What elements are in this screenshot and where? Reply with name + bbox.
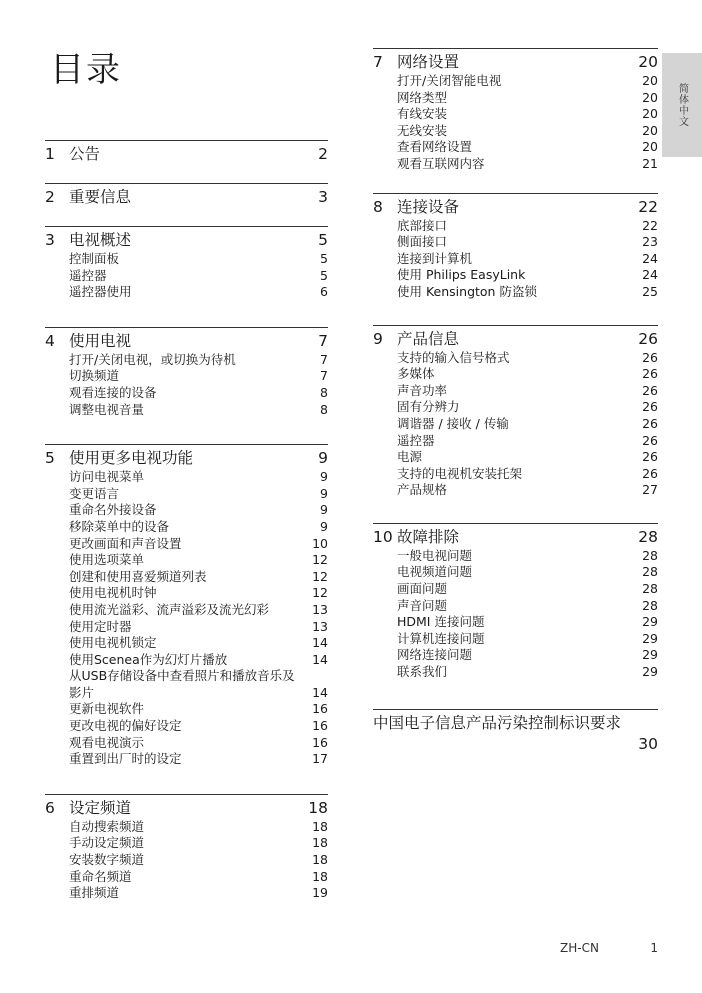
toc-entry-page: 20 (642, 122, 658, 138)
toc-section-heading[interactable] (45, 331, 328, 352)
toc-section (45, 444, 328, 768)
toc-entry[interactable] (373, 366, 658, 383)
toc-entry-label: 连接到计算机 (397, 250, 473, 266)
toc-entry-page: 19 (312, 885, 328, 901)
toc-entry-label: 创建和使用喜爱频道列表 (69, 568, 207, 584)
toc-entry[interactable] (373, 399, 658, 416)
toc-entry-label: 网络连接问题 (397, 647, 473, 663)
toc-entry-label: 调整电视音量 (69, 401, 145, 417)
toc-entry-page: 28 (642, 597, 658, 613)
toc-entry[interactable] (373, 581, 658, 598)
toc-entry-page: 12 (312, 568, 328, 584)
toc-entry[interactable] (45, 469, 328, 486)
toc-entry[interactable] (373, 106, 658, 123)
toc-entry[interactable] (373, 156, 658, 173)
toc-entry[interactable] (45, 819, 328, 836)
toc-entry[interactable] (45, 701, 328, 718)
toc-section-title: 使用电视 (69, 331, 132, 350)
toc-entry[interactable] (373, 564, 658, 581)
toc-section-page: 9 (318, 449, 328, 468)
toc-section (45, 226, 328, 301)
toc-section-heading[interactable] (45, 187, 328, 208)
toc-entry-page: 16 (312, 734, 328, 750)
toc-section-title: 使用更多电视功能 (69, 449, 194, 468)
toc-entry-page: 9 (320, 469, 328, 485)
toc-entry-page: 24 (642, 267, 658, 283)
toc-entry-label: 固有分辨力 (397, 399, 460, 415)
toc-entry-label: 控制面板 (69, 251, 120, 266)
toc-entry-label: 观看互联网内容 (397, 155, 485, 171)
toc-entry[interactable] (373, 664, 658, 681)
toc-entry-page: 18 (312, 852, 328, 868)
toc-entry[interactable] (373, 631, 658, 648)
toc-section-page: 3 (318, 188, 328, 206)
toc-section (45, 327, 328, 418)
toc-section-number: 8 (373, 197, 383, 216)
toc-entry-label: 重命名频道 (69, 868, 132, 884)
toc-entry-page: 28 (642, 564, 658, 580)
toc-section-title: 产品信息 (397, 329, 460, 348)
toc-notice-page: 30 (638, 734, 658, 753)
toc-entry[interactable] (373, 139, 658, 156)
toc-entry-label: 遥控器 (397, 432, 435, 448)
toc-section-title: 连接设备 (397, 197, 460, 216)
toc-entry-label: 声音问题 (397, 597, 448, 613)
toc-entry-page: 20 (642, 139, 658, 155)
toc-entry-page: 9 (320, 518, 328, 534)
toc-entry-page: 14 (312, 684, 328, 700)
toc-entry-label: 查看网络设置 (397, 139, 473, 155)
toc-entry[interactable] (45, 735, 328, 752)
toc-entry[interactable] (373, 383, 658, 400)
toc-section-heading[interactable] (373, 52, 658, 73)
toc-entry-label: 手动设定频道 (69, 835, 145, 851)
toc-entry-page: 20 (642, 106, 658, 122)
toc-entry[interactable] (373, 416, 658, 433)
toc-entry-page: 17 (312, 751, 328, 767)
toc-entry-label: 更改电视的偏好设定 (69, 718, 182, 734)
toc-notice-title: 中国电子信息产品污染控制标识要求 (373, 713, 622, 732)
toc-entry-page: 26 (642, 366, 658, 382)
footer-page-number: 1 (650, 941, 658, 955)
toc-section-number: 10 (373, 527, 393, 546)
toc-entry-label: 使用 Philips EasyLink (397, 267, 526, 283)
toc-notice-section[interactable] (373, 709, 658, 755)
toc-entry-label: 自动搜索频道 (69, 818, 145, 834)
toc-entry-label: 联系我们 (397, 664, 448, 680)
toc-entry-page: 18 (312, 868, 328, 884)
toc-entry-page: 26 (642, 349, 658, 365)
toc-entry-page: 29 (642, 664, 658, 680)
toc-entry-page: 7 (320, 368, 328, 384)
toc-entry-page: 26 (642, 432, 658, 448)
toc-entry-page: 16 (312, 718, 328, 734)
toc-entry[interactable] (45, 251, 328, 268)
toc-entry-label: 重排频道 (69, 885, 120, 901)
toc-entry-page: 9 (320, 502, 328, 518)
toc-entry[interactable] (45, 385, 328, 402)
toc-entry[interactable] (45, 885, 328, 902)
toc-entry-page: 13 (312, 601, 328, 617)
toc-entry-page: 24 (642, 250, 658, 266)
toc-entry[interactable] (373, 251, 658, 268)
toc-entry-label: HDMI 连接问题 (397, 614, 485, 630)
toc-entry-page: 9 (320, 485, 328, 501)
toc-section-heading[interactable] (373, 197, 658, 218)
toc-section-page: 18 (308, 798, 328, 817)
toc-entry-label: 侧面接口 (397, 234, 448, 250)
toc-entry-label: 使用选项菜单 (69, 552, 145, 568)
toc-section (45, 140, 328, 165)
toc-section-heading[interactable] (373, 329, 658, 350)
toc-entry-page: 8 (320, 384, 328, 400)
toc-entry-page: 26 (642, 399, 658, 415)
toc-entry-label: 电源 (397, 449, 423, 465)
language-side-tab-label: 简体中文 (676, 83, 688, 127)
toc-entry[interactable] (373, 284, 658, 301)
toc-entry-label: 支持的电视机安装托架 (397, 465, 523, 481)
toc-entry[interactable] (373, 647, 658, 664)
toc-entry[interactable] (373, 350, 658, 367)
toc-entry-label: 打开/关闭智能电视 (397, 73, 502, 88)
toc-section (45, 794, 328, 902)
toc-section (373, 523, 658, 681)
toc-entry-page: 26 (642, 382, 658, 398)
toc-section (45, 183, 328, 208)
toc-entry-label: 观看连接的设备 (69, 384, 157, 400)
toc-entry-label: 更新电视软件 (69, 701, 145, 717)
toc-right-column (373, 48, 658, 755)
toc-entry-page: 20 (642, 73, 658, 88)
toc-entry-label: 重命名外接设备 (69, 502, 157, 518)
toc-entry-label: 使用电视机时钟 (69, 585, 157, 601)
toc-section-number: 1 (45, 145, 55, 163)
toc-section-page: 28 (638, 527, 658, 546)
toc-entry[interactable] (45, 284, 328, 301)
toc-entry-page: 14 (312, 651, 328, 667)
toc-entry[interactable] (373, 598, 658, 615)
toc-entry-label: 支持的输入信号格式 (397, 349, 510, 365)
toc-entry[interactable] (45, 668, 328, 701)
toc-section-title: 网络设置 (397, 53, 460, 71)
toc-entry-page: 29 (642, 630, 658, 646)
toc-section-number: 7 (373, 53, 383, 71)
toc-section-title: 公告 (69, 145, 101, 163)
toc-section-page: 2 (318, 145, 328, 163)
toc-entry[interactable] (45, 869, 328, 886)
toc-entry-label: 打开/关闭电视，或切换为待机 (69, 351, 236, 367)
toc-entry[interactable] (45, 619, 328, 636)
toc-entry-label: 重置到出厂时的设定 (69, 751, 182, 767)
toc-entry-label: 一般电视问题 (397, 547, 473, 563)
toc-entry-label: 产品规格 (397, 482, 448, 498)
toc-entry[interactable] (45, 552, 328, 569)
toc-section-heading[interactable] (45, 144, 328, 165)
toc-entry[interactable] (45, 502, 328, 519)
page-footer (560, 941, 658, 955)
toc-section-number: 4 (45, 331, 55, 350)
toc-entry[interactable] (45, 268, 328, 285)
toc-entry[interactable] (373, 267, 658, 284)
toc-section-title: 设定频道 (69, 798, 132, 817)
page-title: 目录 (50, 50, 122, 90)
toc-entry[interactable] (45, 602, 328, 619)
toc-entry-label: 有线安装 (397, 106, 448, 122)
toc-entry-page: 26 (642, 449, 658, 465)
toc-section-page: 22 (638, 197, 658, 216)
toc-entry[interactable] (373, 466, 658, 483)
toc-entry-page: 18 (312, 818, 328, 834)
toc-entry-page: 12 (312, 552, 328, 568)
toc-entry[interactable] (373, 73, 658, 90)
toc-entry-label: 移除菜单中的设备 (69, 518, 170, 534)
toc-section-page: 26 (638, 329, 658, 348)
toc-entry-page: 6 (320, 284, 328, 300)
toc-entry-label: 多媒体 (397, 366, 435, 382)
toc-entry-page: 16 (312, 701, 328, 717)
toc-section-title: 重要信息 (69, 188, 132, 206)
toc-entry-label: 使用电视机锁定 (69, 635, 157, 651)
toc-section-heading[interactable] (45, 448, 328, 469)
toc-entry-label: 计算机连接问题 (397, 630, 485, 646)
toc-section (373, 48, 658, 173)
toc-entry[interactable] (373, 449, 658, 466)
toc-entry-label: 调谐器 / 接收 / 传输 (397, 415, 509, 431)
toc-entry[interactable] (45, 585, 328, 602)
toc-entry[interactable] (45, 519, 328, 536)
toc-entry[interactable] (45, 486, 328, 503)
toc-entry[interactable] (373, 90, 658, 107)
toc-entry[interactable] (45, 368, 328, 385)
toc-section-title: 故障排除 (397, 527, 460, 546)
toc-section-heading[interactable] (373, 527, 658, 548)
toc-entry-page: 28 (642, 581, 658, 597)
toc-entry-page: 27 (642, 482, 658, 498)
toc-left-column (45, 140, 328, 902)
toc-entry-page: 21 (642, 155, 658, 171)
toc-entry-label: 观看电视演示 (69, 734, 145, 750)
toc-entry-label: 使用定时器 (69, 618, 132, 634)
toc-entry-page: 28 (642, 547, 658, 563)
toc-entry-label: 变更语言 (69, 485, 120, 501)
toc-entry-label: 安装数字频道 (69, 852, 145, 868)
toc-entry-label: 访问电视菜单 (69, 469, 145, 485)
toc-entry[interactable] (45, 835, 328, 852)
toc-section-heading[interactable] (45, 798, 328, 819)
toc-entry[interactable] (373, 548, 658, 565)
toc-entry-page: 14 (312, 635, 328, 651)
toc-entry-label: 遥控器使用 (69, 284, 132, 300)
toc-entry[interactable] (45, 852, 328, 869)
toc-entry-label: 网络类型 (397, 89, 448, 105)
toc-entry[interactable] (45, 751, 328, 768)
toc-entry[interactable] (45, 635, 328, 652)
toc-entry-label: 从USB存储设备中查看照片和播放音乐及影片 (69, 668, 295, 700)
language-side-tab (662, 53, 702, 157)
toc-entry-page: 25 (642, 283, 658, 299)
toc-section-page: 5 (318, 231, 328, 249)
toc-entry-page: 13 (312, 618, 328, 634)
toc-entry-page: 23 (642, 234, 658, 250)
toc-entry-page: 22 (642, 217, 658, 233)
toc-entry[interactable] (373, 218, 658, 235)
toc-section-number: 3 (45, 231, 55, 249)
toc-entry-page: 12 (312, 585, 328, 601)
toc-section (373, 325, 658, 499)
toc-entry-page: 29 (642, 614, 658, 630)
toc-entry[interactable] (373, 482, 658, 499)
toc-entry-label: 遥控器 (69, 267, 107, 283)
toc-entry[interactable] (45, 652, 328, 669)
toc-section-number: 9 (373, 329, 383, 348)
toc-entry[interactable] (45, 536, 328, 553)
toc-entry-label: 声音功率 (397, 382, 448, 398)
toc-entry-page: 20 (642, 89, 658, 105)
toc-entry[interactable] (373, 123, 658, 140)
toc-entry-label: 使用 Kensington 防盗锁 (397, 283, 537, 299)
toc-entry[interactable] (45, 352, 328, 369)
toc-section-number: 5 (45, 449, 55, 468)
toc-entry-label: 更改画面和声音设置 (69, 535, 182, 551)
toc-section (373, 193, 658, 301)
toc-entry-label: 无线安装 (397, 122, 448, 138)
toc-entry[interactable] (373, 614, 658, 631)
toc-entry-label: 画面问题 (397, 581, 448, 597)
toc-entry[interactable] (45, 569, 328, 586)
toc-entry-page: 18 (312, 835, 328, 851)
toc-section-page: 7 (318, 331, 328, 350)
toc-entry-page: 5 (320, 251, 328, 266)
toc-entry-page: 8 (320, 401, 328, 417)
toc-entry[interactable] (45, 402, 328, 419)
toc-section-page: 20 (638, 53, 658, 71)
toc-entry-page: 7 (320, 351, 328, 367)
toc-entry-page: 26 (642, 465, 658, 481)
toc-entry-label: 使用Scenea作为幻灯片播放 (69, 651, 228, 667)
toc-entry-label: 底部接口 (397, 217, 448, 233)
toc-entry[interactable] (45, 718, 328, 735)
toc-entry-label: 电视频道问题 (397, 564, 473, 580)
toc-section-heading[interactable] (45, 230, 328, 251)
toc-section-number: 2 (45, 188, 55, 206)
toc-entry[interactable] (373, 433, 658, 450)
toc-entry-label: 切换频道 (69, 368, 120, 384)
toc-entry-page: 10 (312, 535, 328, 551)
toc-entry-page: 5 (320, 267, 328, 283)
toc-section-title: 电视概述 (69, 231, 132, 249)
toc-entry[interactable] (373, 234, 658, 251)
toc-entry-page: 29 (642, 647, 658, 663)
toc-section-number: 6 (45, 798, 55, 817)
footer-language-code: ZH-CN (560, 941, 599, 955)
toc-entry-page: 26 (642, 415, 658, 431)
toc-entry-label: 使用流光溢彩、流声溢彩及流光幻彩 (69, 601, 270, 617)
